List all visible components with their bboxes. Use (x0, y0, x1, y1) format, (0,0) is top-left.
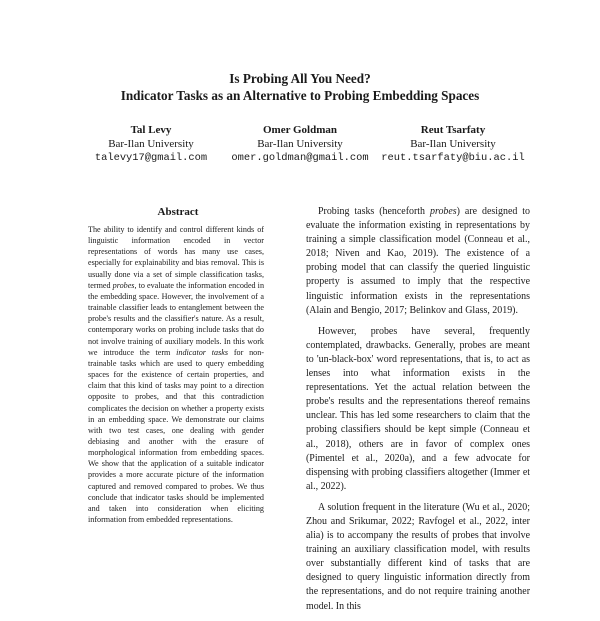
author-affiliation: Bar-Ilan University (410, 138, 496, 150)
author-name: Reut Tsarfaty (420, 124, 486, 136)
paragraph-text: Probing tasks (henceforth (318, 206, 430, 217)
abstract-part: The ability to identify and control different kinds of linguistic information encoded in vector representations of words has many use cases, especially for explainability and bias removal. This is usually done via a set of simple classification tasks, termed (88, 225, 264, 290)
introduction-column (306, 205, 530, 621)
abstract-emphasis: probes (112, 280, 135, 290)
author-block (66, 123, 236, 165)
paragraph-text: ) are designed to evaluate the information existing in representations by training a simple classification model (Conneau et al., 2018; Niven and Kao, 2019). The existence of a probing model that can classify the queried linguistic property is assumed to imply that the respective linguistic information exists in the representations (Alain and Bengio, 2017; Belinkov and Glass, 2019). (306, 206, 530, 316)
author-email: talevy17@gmail.com (94, 152, 208, 164)
paragraph-emphasis: probes (429, 206, 457, 217)
author-block (215, 123, 385, 165)
body-paragraph (306, 205, 530, 318)
author-affiliation: Bar-Ilan University (257, 138, 343, 150)
abstract-heading: Abstract (157, 206, 199, 218)
author-name: Tal Levy (130, 124, 172, 136)
abstract-part: , to evaluate the information encoded in the embedding space. However, the involvement of a trainable classifier leads to entanglement between the probe's results and the classifier's nature. As a result, contemporary works on probing include tasks that do not involve training of auxiliary models. In this work we introduce the term (88, 280, 265, 357)
paper-title-line-1: Is Probing All You Need? (229, 71, 371, 86)
author-name: Omer Goldman (262, 124, 338, 136)
author-email: omer.goldman@gmail.com (231, 152, 369, 164)
abstract-emphasis: indicator tasks (176, 347, 229, 357)
paper-title-line-2: Indicator Tasks as an Alternative to Probing Embedding Spaces (120, 88, 480, 103)
body-paragraph: A solution frequent in the literature (Wu et al., 2020; Zhou and Srikumar, 2022; Ravfogel et al., 2022, inter alia) is to accompany the results of probes that involve training an auxiliary classification model, with results over substantially different kind of tasks that are designed to query linguistic information directly from the representations, and do not require training another model. In this (306, 501, 530, 612)
author-affiliation: Bar-Ilan University (108, 138, 194, 150)
abstract-part: for non-trainable tasks which are used to query embedding spaces for the existence of certain properties, and claim that this kind of tasks may point to a direction opposite to probes, and that this contradiction complicates the decision on whether a property exists in an embedding space. We demonstrate our claims with two test cases, one dealing with gender debiasing and another with the erasure of morphological information from embedding spaces. We show that the application of a suitable indicator provides a more accurate picture of the information captured and removed compared to probes. We thus conclude that indicator tasks should be implemented and taken into consideration when eliciting information from embedded representations. (88, 347, 264, 525)
body-paragraph: However, probes have several, frequently contemplated, drawbacks. Generally, probes are meant to 'un-black-box' word representations, that is, to act as lenses into what information exists in the representations. Yet the actual relation between the probe's results and the representations thereof remains unclear. This has led some researchers to claim that the probing classifiers should be kept simple (Conneau et al., 2018), others are in favor of complex ones (Pimentel et al., 2020a), and a few advocate for dispensing with probing classifiers altogether (Immer et al., 2022). (306, 325, 530, 492)
author-email: reut.tsarfaty@biu.ac.il (381, 152, 525, 164)
abstract-text (88, 224, 264, 525)
author-block (368, 123, 538, 165)
